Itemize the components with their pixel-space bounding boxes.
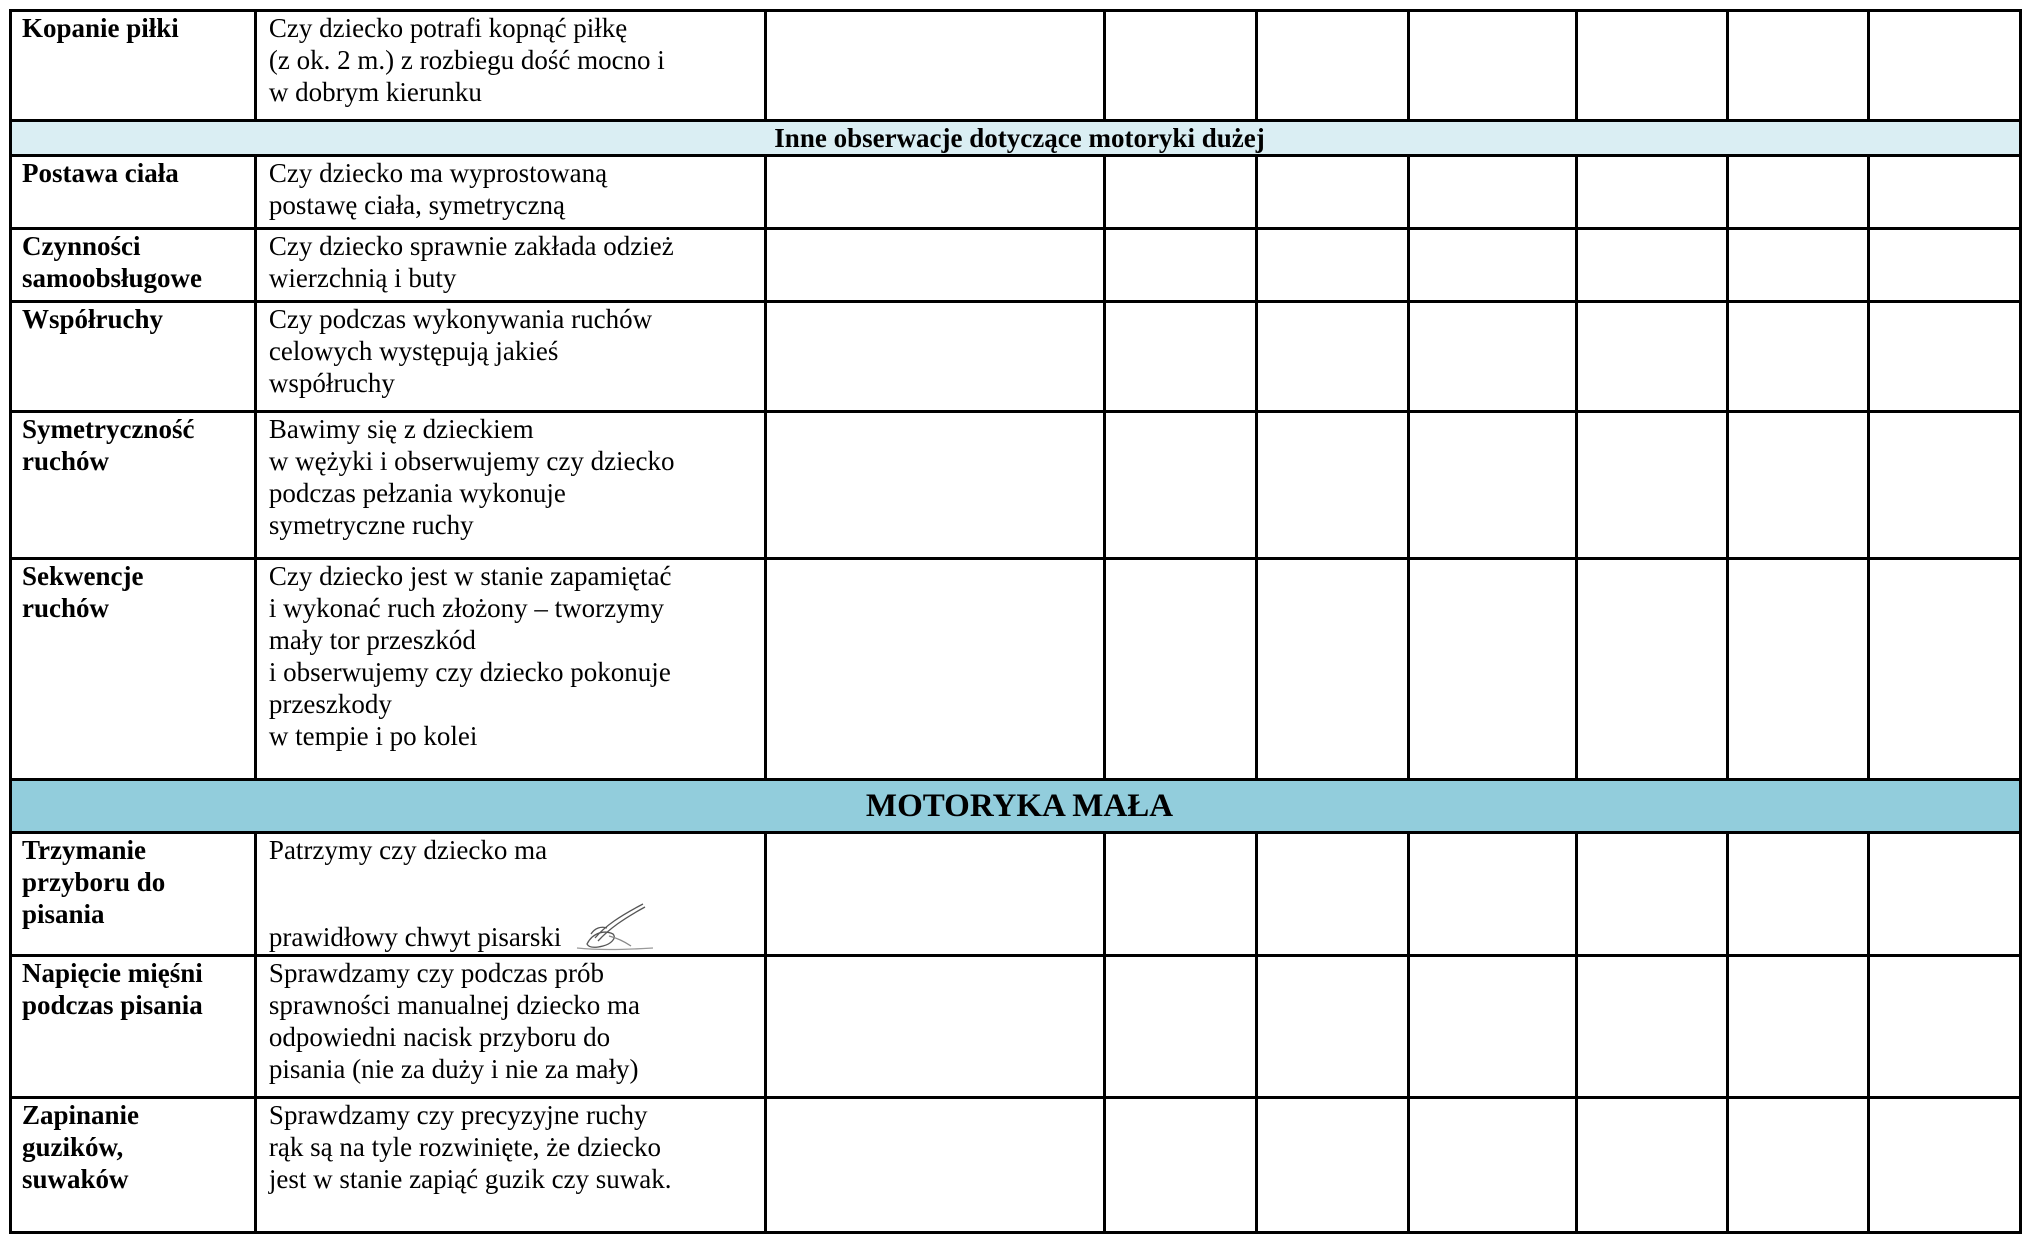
criterion-label-line: pisania — [22, 899, 105, 929]
description-line: w tempie i po kolei — [268, 721, 478, 751]
rating-cell[interactable] — [1105, 559, 1257, 780]
rating-cell[interactable] — [1869, 833, 2021, 956]
criterion-label-line: samoobsługowe — [22, 263, 203, 293]
rating-cell[interactable] — [1576, 156, 1728, 229]
rating-cell[interactable] — [1105, 229, 1257, 302]
pen-grip-icon — [565, 898, 657, 954]
rating-cell[interactable] — [1869, 11, 2021, 121]
subsection-row — [11, 121, 2021, 156]
rating-cell[interactable] — [1869, 229, 2021, 302]
criterion-label-line: Symetryczność — [22, 414, 195, 444]
description-line: mały tor przeszkód — [268, 625, 476, 655]
table-row — [11, 229, 2021, 302]
rating-cell[interactable] — [1869, 302, 2021, 412]
rating-cell[interactable] — [1257, 11, 1409, 121]
criterion-label — [11, 229, 256, 302]
rating-cell[interactable] — [1408, 302, 1576, 412]
rating-cell[interactable] — [1408, 833, 1576, 956]
criterion-description — [255, 412, 765, 559]
description-line: celowych występują jakieś — [268, 336, 559, 366]
description-line: (z ok. 2 m.) z rozbiegu dość mocno i — [268, 45, 665, 75]
description-line: Czy dziecko sprawnie zakłada odzież — [268, 231, 674, 261]
criterion-label — [11, 11, 256, 121]
main-section-row — [11, 780, 2021, 833]
criterion-description — [255, 302, 765, 412]
criterion-description — [255, 11, 765, 121]
rating-cell[interactable] — [1576, 412, 1728, 559]
rating-cell[interactable] — [765, 11, 1105, 121]
criterion-label — [11, 559, 256, 780]
description-line: Bawimy się z dzieckiem — [268, 414, 534, 444]
rating-cell[interactable] — [1728, 956, 1869, 1098]
description-line: symetryczne ruchy — [268, 510, 474, 540]
criterion-description — [255, 559, 765, 780]
criterion-label-line: podczas pisania — [22, 990, 203, 1020]
observation-table — [9, 9, 2022, 1234]
rating-cell[interactable] — [1869, 1098, 2021, 1233]
rating-cell[interactable] — [1869, 412, 2021, 559]
rating-cell[interactable] — [1105, 1098, 1257, 1233]
description-line: sprawności manualnej dziecko ma — [268, 990, 641, 1020]
rating-cell[interactable] — [1576, 302, 1728, 412]
rating-cell[interactable] — [1869, 156, 2021, 229]
criterion-description — [255, 229, 765, 302]
rating-cell[interactable] — [765, 833, 1105, 956]
description-line-with-icon — [269, 898, 764, 954]
criterion-label-line: Sekwencje — [22, 561, 144, 591]
rating-cell[interactable] — [765, 956, 1105, 1098]
criterion-label-line: ruchów — [22, 446, 109, 476]
rating-cell[interactable] — [1576, 229, 1728, 302]
criterion-label-line: Zapinanie — [22, 1100, 140, 1130]
table-row — [11, 11, 2021, 121]
description-line: Sprawdzamy czy podczas prób — [268, 958, 605, 988]
rating-cell[interactable] — [1728, 559, 1869, 780]
rating-cell[interactable] — [1408, 156, 1576, 229]
description-line: pisania (nie za duży i nie za mały) — [268, 1054, 639, 1084]
rating-cell[interactable] — [1576, 11, 1728, 121]
rating-cell[interactable] — [1869, 559, 2021, 780]
criterion-label — [11, 156, 256, 229]
rating-cell[interactable] — [1576, 559, 1728, 780]
description-line: podczas pełzania wykonuje — [268, 478, 566, 508]
description-line: Sprawdzamy czy precyzyjne ruchy — [268, 1100, 648, 1130]
rating-cell[interactable] — [1257, 559, 1409, 780]
description-line: Czy podczas wykonywania ruchów — [268, 304, 653, 334]
criterion-label-line: Czynności — [22, 231, 141, 261]
description-line: przeszkody — [268, 689, 392, 719]
table-row — [11, 833, 2021, 956]
description-line: współruchy — [268, 368, 395, 398]
rating-cell[interactable] — [1257, 1098, 1409, 1233]
rating-cell[interactable] — [765, 156, 1105, 229]
rating-cell[interactable] — [1105, 956, 1257, 1098]
criterion-label-line: Trzymanie — [22, 835, 146, 865]
rating-cell[interactable] — [1728, 302, 1869, 412]
rating-cell[interactable] — [1408, 11, 1576, 121]
table-body — [11, 11, 2021, 1233]
rating-cell[interactable] — [1728, 1098, 1869, 1233]
description-line: w wężyki i obserwujemy czy dziecko — [268, 446, 675, 476]
rating-cell[interactable] — [1728, 156, 1869, 229]
rating-cell[interactable] — [1408, 956, 1576, 1098]
table-row — [11, 1098, 2021, 1233]
main-section-title: MOTORYKA MAŁA — [11, 780, 2021, 833]
rating-cell[interactable] — [1408, 229, 1576, 302]
criterion-label-line: Napięcie mięśni — [22, 958, 203, 988]
description-line: rąk są na tyle rozwinięte, że dziecko — [268, 1132, 661, 1162]
rating-cell[interactable] — [1257, 229, 1409, 302]
rating-cell[interactable] — [765, 559, 1105, 780]
rating-cell[interactable] — [1257, 956, 1409, 1098]
description-line: Czy dziecko ma wyprostowaną — [268, 158, 608, 188]
criterion-label-line: guzików, — [22, 1132, 124, 1162]
rating-cell[interactable] — [1576, 956, 1728, 1098]
criterion-description — [255, 956, 765, 1098]
criterion-label-line: przyboru do — [22, 867, 166, 897]
rating-cell[interactable] — [765, 412, 1105, 559]
description-line: postawę ciała, symetryczną — [268, 190, 566, 220]
rating-cell[interactable] — [1408, 559, 1576, 780]
criterion-label — [11, 412, 256, 559]
rating-cell[interactable] — [1576, 1098, 1728, 1233]
subsection-title: Inne obserwacje dotyczące motoryki dużej — [11, 121, 2021, 156]
rating-cell[interactable] — [1257, 833, 1409, 956]
rating-cell[interactable] — [1408, 412, 1576, 559]
description-line: odpowiedni nacisk przyboru do — [268, 1022, 611, 1052]
rating-cell[interactable] — [1105, 156, 1257, 229]
criterion-label — [11, 833, 256, 956]
rating-cell[interactable] — [1728, 833, 1869, 956]
table-row — [11, 156, 2021, 229]
rating-cell[interactable] — [1257, 412, 1409, 559]
table-row — [11, 956, 2021, 1098]
rating-cell[interactable] — [1728, 11, 1869, 121]
rating-cell[interactable] — [1105, 412, 1257, 559]
description-line: Czy dziecko potrafi kopnąć piłkę — [268, 13, 628, 43]
description-line: i wykonać ruch złożony – tworzymy — [268, 593, 665, 623]
criterion-label-line: Postawa ciała — [22, 158, 179, 188]
criterion-label-line: ruchów — [22, 593, 109, 623]
rating-cell[interactable] — [765, 229, 1105, 302]
rating-cell[interactable] — [765, 1098, 1105, 1233]
rating-cell[interactable] — [1728, 412, 1869, 559]
criterion-description — [255, 833, 765, 956]
table-row — [11, 559, 2021, 780]
table-row — [11, 412, 2021, 559]
rating-cell[interactable] — [1105, 11, 1257, 121]
rating-cell[interactable] — [1257, 302, 1409, 412]
description-line: wierzchnią i buty — [268, 263, 457, 293]
criterion-label-line: Kopanie piłki — [22, 13, 179, 43]
table-row — [11, 302, 2021, 412]
rating-cell[interactable] — [1869, 956, 2021, 1098]
rating-cell[interactable] — [1105, 833, 1257, 956]
rating-cell[interactable] — [1728, 229, 1869, 302]
criterion-label-line: Współruchy — [22, 304, 164, 334]
rating-cell[interactable] — [1105, 302, 1257, 412]
rating-cell[interactable] — [1257, 156, 1409, 229]
description-line: jest w stanie zapiąć guzik czy suwak. — [268, 1164, 672, 1194]
description-line: Czy dziecko jest w stanie zapamiętać — [268, 561, 672, 591]
criterion-label — [11, 956, 256, 1098]
criterion-description — [255, 1098, 765, 1233]
criterion-description — [255, 156, 765, 229]
rating-cell[interactable] — [1408, 1098, 1576, 1233]
rating-cell[interactable] — [765, 302, 1105, 412]
description-line — [269, 866, 764, 898]
criterion-label — [11, 302, 256, 412]
description-line: prawidłowy chwyt pisarski — [268, 922, 562, 952]
rating-cell[interactable] — [1576, 833, 1728, 956]
description-line: w dobrym kierunku — [268, 77, 482, 107]
criterion-label — [11, 1098, 256, 1233]
criterion-label-line: suwaków — [22, 1164, 129, 1194]
description-line: Patrzymy czy dziecko ma — [268, 835, 548, 865]
description-line: i obserwujemy czy dziecko pokonuje — [268, 657, 671, 687]
